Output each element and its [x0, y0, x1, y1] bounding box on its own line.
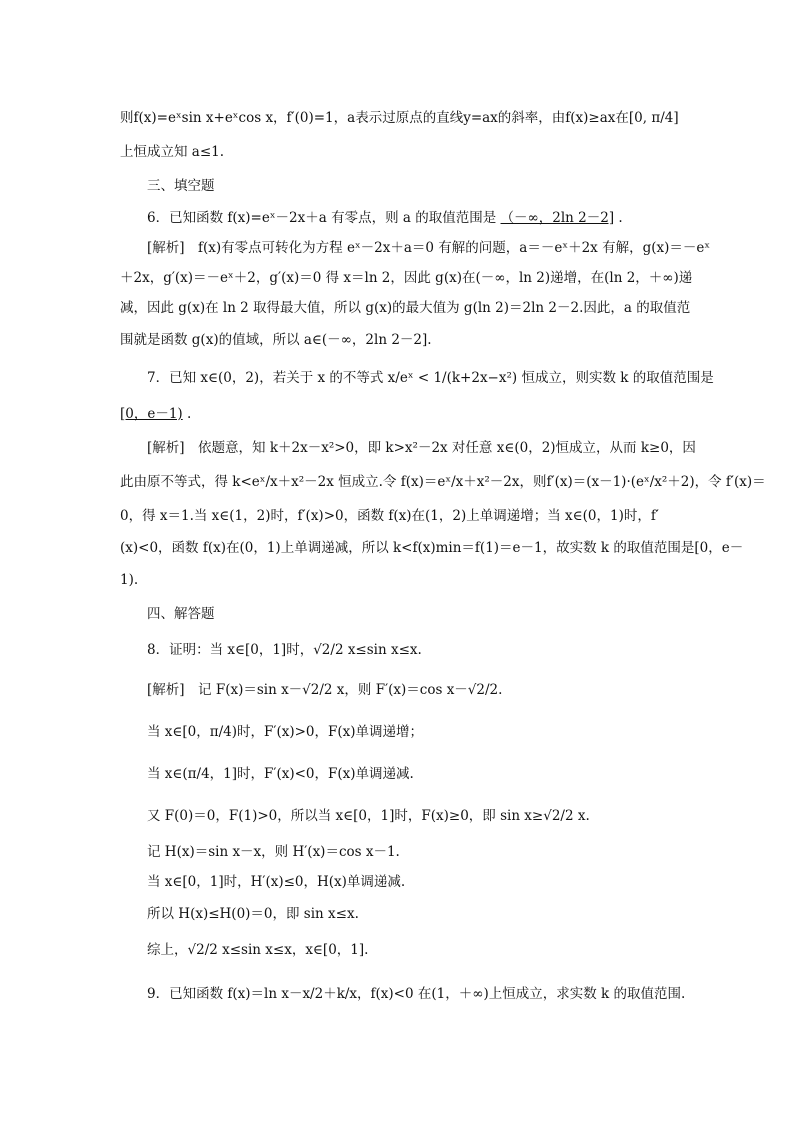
section-heading: 三、填空题 — [147, 178, 215, 194]
text-line: 则f(x)=eˣsin x+eˣcos x，f′(0)=1，a表示过原点的直线y=ax的斜率，由f(x)≥ax在[0, π/4] — [120, 110, 679, 126]
question-6 — [147, 208, 676, 228]
text-line: 当 x∈[0，π/4)时，F′(x)>0，F(x)单调递增； — [147, 724, 424, 740]
question-8: 8．证明：当 x∈[0，1]时，√2/2 x≤sin x≤x. — [147, 642, 422, 658]
text-line: [解析] 依题意，知 k＋2x－x²>0，即 k>x²－2x 对任意 x∈(0，2)恒成立，从而 k≥0，因 — [147, 440, 696, 456]
text-line: 减，因此 g(x)在 ln 2 取得最大值，所以 g(x)的最大值为 g(ln 2)＝2ln 2－2.因此，a 的取值范 — [120, 300, 691, 316]
text-line: 当 x∈[0，1]时，H′(x)≤0，H(x)单调递减. — [147, 874, 406, 890]
text-line: ＋2x，g′(x)＝－eˣ＋2，g′(x)＝0 得 x＝ln 2，因此 g(x)在(－∞，ln 2)递增，在(ln 2，＋∞)递 — [120, 270, 693, 286]
text-line: 围就是函数 g(x)的值域，所以 a∈(－∞，2ln 2－2]. — [120, 332, 432, 348]
punctuation: . — [618, 210, 623, 226]
text-line: [解析] f(x)有零点可转化为方程 eˣ－2x＋a＝0 有解的问题，a＝－eˣ＋2x 有解，g(x)＝－eˣ — [147, 240, 711, 256]
punctuation: . — [187, 406, 192, 422]
text-line: [解析] 记 F(x)＝sin x－√2/2 x，则 F′(x)＝cos x－√2/2. — [147, 682, 503, 698]
answer-blank: （－∞，2ln 2－2] — [500, 210, 615, 226]
answer-blank: [0，e－1) — [120, 406, 183, 422]
section-heading: 四、解答题 — [147, 606, 215, 622]
answer-line — [120, 404, 676, 424]
question-9: 9．已知函数 f(x)＝ln x－x/2＋k/x，f(x)<0 在(1，＋∞)上恒成立，求实数 k 的取值范围. — [147, 986, 686, 1002]
question-text: 6．已知函数 f(x)=eˣ－2x＋a 有零点，则 a 的取值范围是 — [147, 210, 497, 226]
text-line: 1). — [120, 572, 139, 588]
text-line: (x)<0，函数 f(x)在(0，1)上单调递减，所以 k<f(x)min＝f(1)＝e－1，故实数 k 的取值范围是[0，e－ — [120, 540, 744, 556]
text-line: 此由原不等式，得 k<eˣ/x＋x²－2x 恒成立.令 f(x)＝eˣ/x＋x²－2x，则f′(x)＝(x－1)·(eˣ/x²＋2)，令 f′(x)＝ — [120, 474, 766, 490]
text-line: 所以 H(x)≤H(0)＝0，即 sin x≤x. — [147, 906, 359, 922]
text-line: 上恒成立知 a≤1. — [120, 144, 225, 160]
text-line: 又 F(0)＝0，F(1)>0，所以当 x∈[0，1]时，F(x)≥0，即 sin x≥√2/2 x. — [147, 808, 590, 824]
question-7: 7．已知 x∈(0，2)，若关于 x 的不等式 x/eˣ < 1/(k+2x−x²) 恒成立，则实数 k 的取值范围是 — [147, 370, 714, 386]
text-line: 当 x∈(π/4，1]时，F′(x)<0，F(x)单调递减. — [147, 766, 414, 782]
text-line: 综上，√2/2 x≤sin x≤x，x∈[0，1]. — [147, 942, 369, 958]
text-line: 记 H(x)＝sin x－x，则 H′(x)＝cos x－1. — [147, 844, 400, 860]
text-line: 0，得 x＝1.当 x∈(1，2)时，f′(x)>0，函数 f(x)在(1，2)上单调递增；当 x∈(0，1)时，f′ — [120, 508, 659, 524]
